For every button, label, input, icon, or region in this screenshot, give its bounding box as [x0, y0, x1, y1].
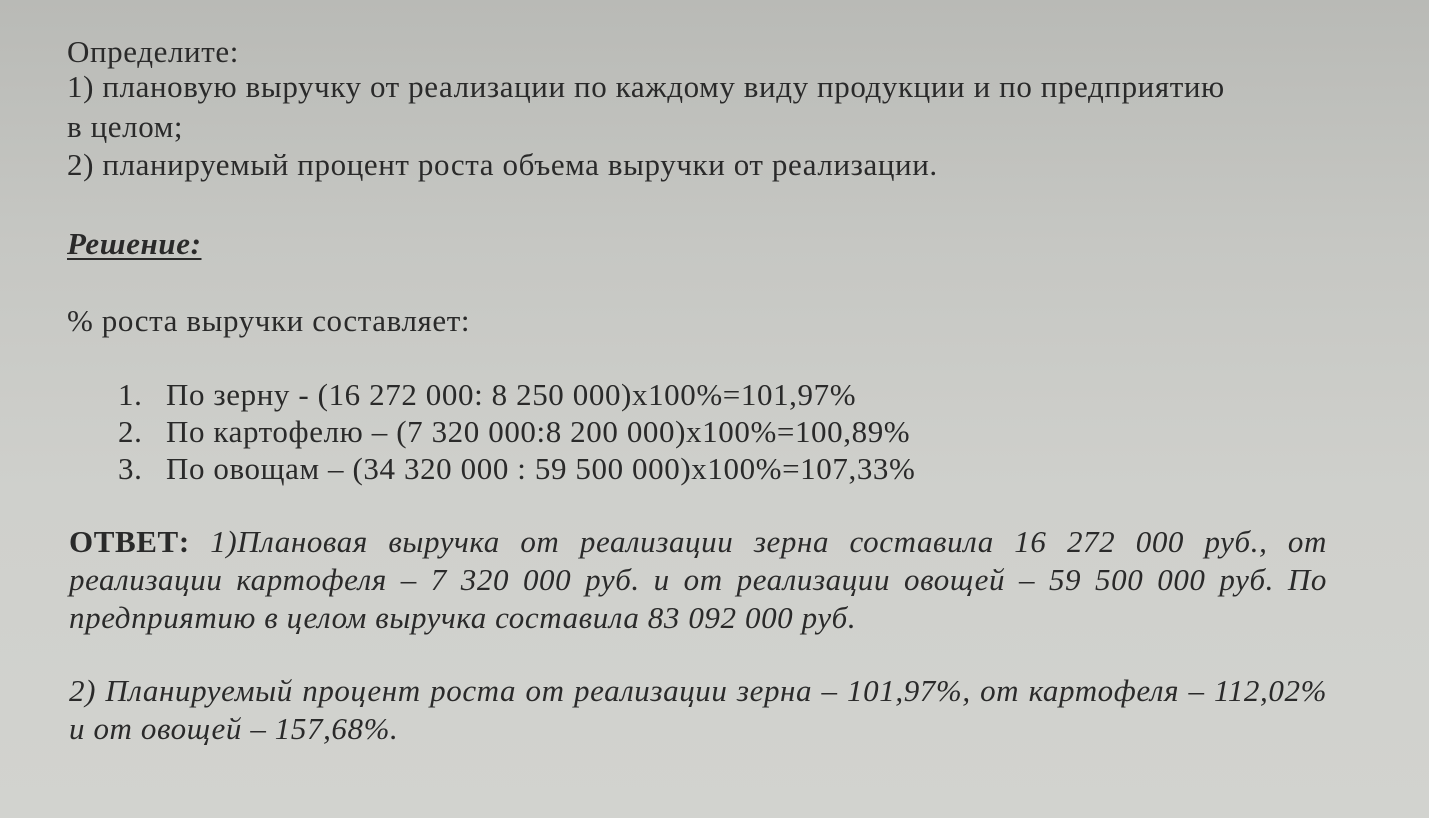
task-item-1-line-2: в целом; [67, 109, 184, 144]
answer-2-line-2: и от овощей – 157,68%. [69, 711, 399, 746]
answer-line-1-text: 1)Плановая выручка от реализации зерна составила 16 272 000 руб., от [210, 524, 1327, 559]
growth-intro: % роста выручки составляет: [67, 303, 471, 338]
answer-line-1 [69, 524, 1327, 560]
answer-line-3: предприятию в целом выручка составила 83 092 000 руб. [69, 600, 857, 635]
solution-heading: Решение: [67, 226, 202, 261]
answer-label: ОТВЕТ: [69, 524, 190, 559]
calc-item-1-text: По зерну - (16 272 000: 8 250 000)х100%=101,97% [166, 377, 857, 412]
calc-item-3 [118, 451, 915, 487]
calc-item-3-number: 3. [118, 451, 143, 486]
task-intro: Определите: [67, 34, 239, 69]
calc-item-2-number: 2. [118, 414, 143, 449]
calc-item-2-text: По картофелю – (7 320 000:8 200 000)х100%=100,89% [166, 414, 911, 449]
calc-item-3-text: По овощам – (34 320 000 : 59 500 000)х100%=107,33% [166, 451, 916, 486]
calc-item-2 [118, 414, 910, 450]
answer-line-2: реализации картофеля – 7 320 000 руб. и от реализации овощей – 59 500 000 руб. По [69, 562, 1327, 597]
calc-item-1-number: 1. [118, 377, 143, 412]
calc-item-1 [118, 377, 856, 413]
answer-2-line-1: 2) Планируемый процент роста от реализации зерна – 101,97%, от картофеля – 112,02% [69, 673, 1327, 708]
task-item-2: 2) планируемый процент роста объема выручки от реализации. [67, 147, 938, 182]
task-item-1-line-1: 1) плановую выручку от реализации по каждому виду продукции и по предприятию [67, 69, 1225, 104]
